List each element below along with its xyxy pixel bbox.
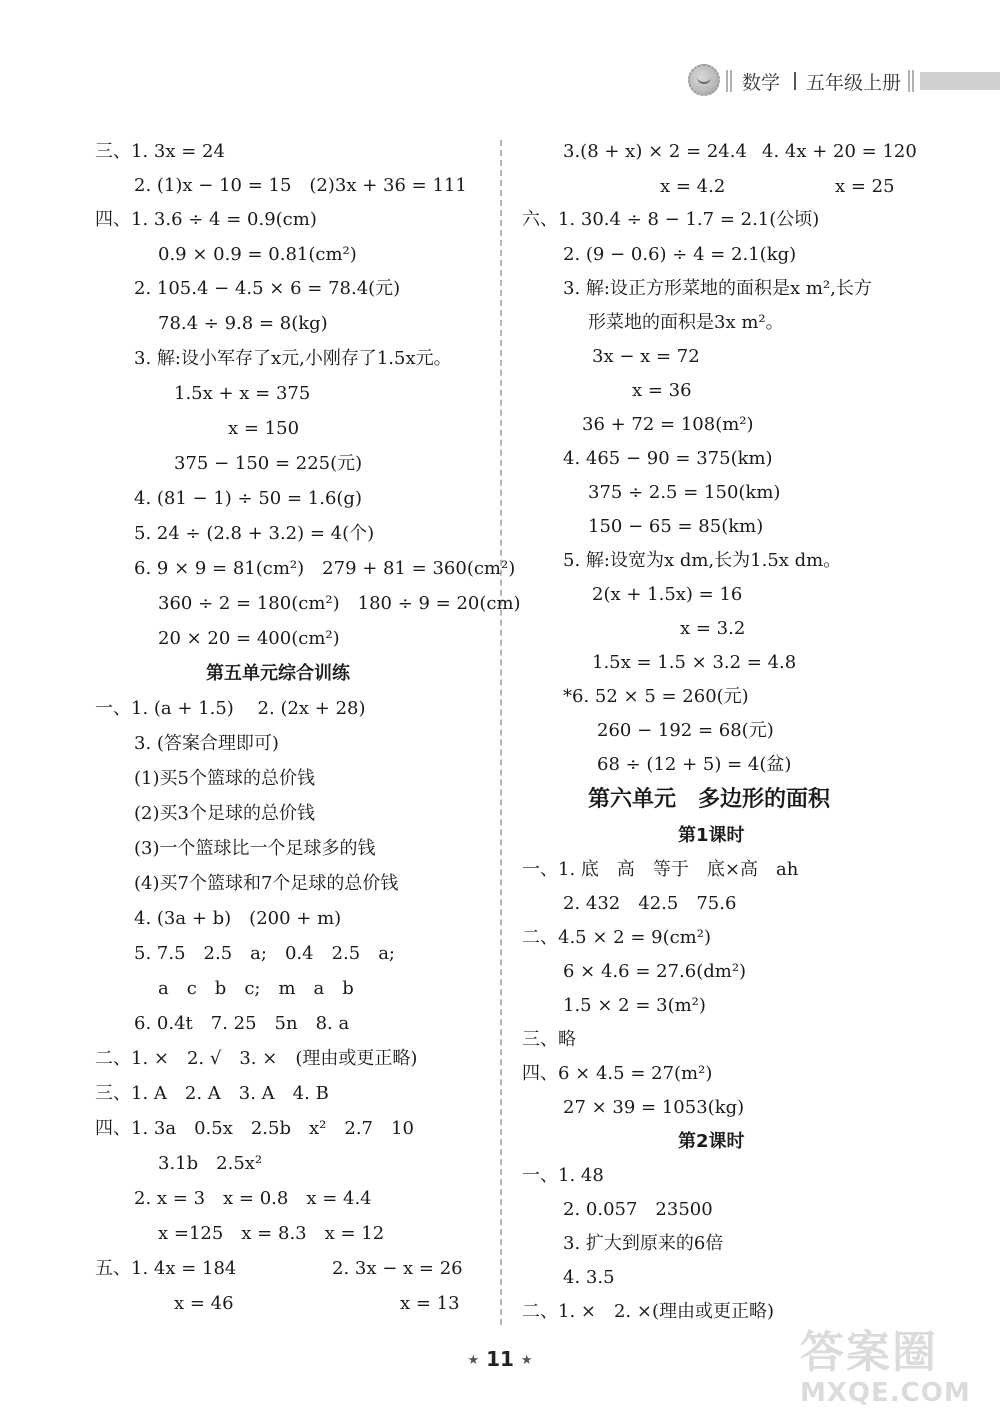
- watermark-top: 答案圈: [800, 1327, 938, 1378]
- answer-line: 形菜地的面积是3x m²。: [588, 312, 784, 333]
- answer-line: 4. 4x + 20 = 120: [762, 141, 917, 162]
- answer-line: 5. 7.5 2.5 a; 0.4 2.5 a;: [134, 943, 395, 964]
- answer-line: 2(x + 1.5x) = 16: [592, 584, 743, 605]
- answer-line: 2. (9 − 0.6) ÷ 4 = 2.1(kg): [563, 244, 797, 265]
- answer-line: 36 + 72 = 108(m²): [582, 414, 754, 435]
- answer-line: 4. 3.5: [563, 1267, 615, 1288]
- answer-line: x = 25: [835, 176, 895, 197]
- answer-line: 3. 解:设小军存了x元,小刚存了1.5x元。: [134, 348, 452, 369]
- answer-line: 二、1. × 2. ×(理由或更正略): [522, 1301, 774, 1322]
- page-header: [680, 62, 1000, 106]
- answer-line: 四、6 × 4.5 = 27(m²): [522, 1063, 713, 1084]
- page-number: [450, 1347, 550, 1371]
- answer-line: 6. 9 × 9 = 81(cm²) 279 + 81 = 360(cm²): [134, 558, 516, 579]
- page-number-text: 11: [486, 1347, 514, 1371]
- answer-line: 3. 扩大到原来的6倍: [563, 1233, 724, 1254]
- answer-line: a c b c; m a b: [158, 978, 354, 999]
- answer-line: 2. 0.057 23500: [563, 1199, 713, 1220]
- answer-line: 3. 解:设正方形菜地的面积是x m²,长方: [563, 278, 872, 299]
- answer-line: 六、1. 30.4 ÷ 8 − 1.7 = 2.1(公顷): [522, 209, 820, 230]
- header-bars-icon: [726, 70, 732, 92]
- answer-line: 一、1. 底 高 等于 底×高 ah: [522, 859, 799, 880]
- answer-line: 2. x = 3 x = 0.8 x = 4.4: [134, 1188, 372, 1209]
- watermark-bottom: MXQE.COM: [800, 1378, 971, 1408]
- answer-line: 四、1. 3a 0.5x 2.5b x² 2.7 10: [95, 1118, 414, 1139]
- answer-line: 1.5x = 1.5 × 3.2 = 4.8: [592, 652, 797, 673]
- answer-line: *6. 52 × 5 = 260(元): [563, 686, 749, 707]
- answer-line: 一、1. (a + 1.5) 2. (2x + 28): [95, 698, 366, 719]
- header-subject: 数学: [742, 72, 781, 94]
- answer-line: 0.9 × 0.9 = 0.81(cm²): [158, 244, 357, 265]
- unit-title: 第六单元 多边形的面积: [588, 787, 831, 812]
- answer-line: 1.5 × 2 = 3(m²): [563, 995, 706, 1016]
- answer-line: 3. (答案合理即可): [134, 733, 279, 754]
- answer-line: 20 × 20 = 400(cm²): [158, 628, 340, 649]
- answer-line: 78.4 ÷ 9.8 = 8(kg): [158, 313, 328, 334]
- star-icon: ★: [520, 1353, 533, 1368]
- answer-line: 27 × 39 = 1053(kg): [563, 1097, 745, 1118]
- answer-line: 1.5x + x = 375: [174, 383, 311, 404]
- answer-line: x = 4.2: [660, 176, 726, 197]
- answer-line: x = 36: [632, 380, 692, 401]
- header-decor-bar: [920, 72, 1000, 90]
- answer-line: x = 46: [174, 1293, 234, 1314]
- answer-line: 4. (81 − 1) ÷ 50 = 1.6(g): [134, 488, 362, 509]
- section-heading: 第五单元综合训练: [206, 663, 350, 684]
- answer-line: 三、1. 3x = 24: [95, 141, 225, 162]
- answer-line: 四、1. 3.6 ÷ 4 = 0.9(cm): [95, 209, 317, 230]
- answer-line: 2. 3x − x = 26: [332, 1258, 463, 1279]
- star-icon: ★: [467, 1353, 480, 1368]
- answer-line: x =125 x = 8.3 x = 12: [158, 1223, 385, 1244]
- answer-line: x = 3.2: [680, 618, 746, 639]
- answer-line: 2. 432 42.5 75.6: [563, 893, 737, 914]
- answer-line: 三、1. A 2. A 3. A 4. B: [95, 1083, 329, 1104]
- answer-line: 360 ÷ 2 = 180(cm²) 180 ÷ 9 = 20(cm): [158, 593, 521, 614]
- answer-line: 5. 解:设宽为x dm,长为1.5x dm。: [563, 550, 842, 571]
- answer-line: 一、1. 48: [522, 1165, 604, 1186]
- header-bars-icon: [908, 70, 914, 92]
- answer-line: 4. (3a + b) (200 + m): [134, 908, 342, 929]
- answer-line: 4. 465 − 90 = 375(km): [563, 448, 773, 469]
- column-divider: [500, 140, 502, 1325]
- answer-line: 260 − 192 = 68(元): [597, 720, 774, 741]
- answer-line: 2. (1)x − 10 = 15 (2)3x + 36 = 111: [134, 175, 467, 196]
- answer-line: x = 150: [228, 418, 300, 439]
- answer-line: 3x − x = 72: [592, 346, 700, 367]
- header-grade: 五年级上册: [806, 72, 902, 94]
- answer-line: 6. 0.4t 7. 25 5n 8. a: [134, 1013, 350, 1034]
- answer-line: 150 − 65 = 85(km): [588, 516, 764, 537]
- lesson-heading: 第2课时: [678, 1131, 745, 1152]
- answer-line: 375 − 150 = 225(元): [174, 453, 363, 474]
- answer-line: 3.1b 2.5x²: [158, 1153, 263, 1174]
- watermark: [800, 1328, 995, 1418]
- answer-line: x = 13: [400, 1293, 460, 1314]
- answer-line: 3.(8 + x) × 2 = 24.4: [563, 141, 747, 162]
- answer-line: (3)一个篮球比一个足球多的钱: [134, 838, 376, 859]
- lesson-heading: 第1课时: [678, 825, 745, 846]
- answer-line: (4)买7个篮球和7个足球的总价钱: [134, 873, 399, 894]
- answer-line: 5. 24 ÷ (2.8 + 3.2) = 4(个): [134, 523, 375, 544]
- answer-line: 三、略: [522, 1029, 576, 1050]
- answer-line: 五、1. 4x = 184: [95, 1258, 237, 1279]
- answer-line: 68 ÷ (12 + 5) = 4(盆): [597, 754, 792, 775]
- answer-line: 2. 105.4 − 4.5 × 6 = 78.4(元): [134, 278, 401, 299]
- answer-line: (1)买5个篮球的总价钱: [134, 768, 315, 789]
- answer-line: 6 × 4.6 = 27.6(dm²): [563, 961, 747, 982]
- answer-line: (2)买3个足球的总价钱: [134, 803, 315, 824]
- header-separator: [794, 72, 796, 90]
- sun-logo-icon: [688, 64, 720, 96]
- answer-line: 375 ÷ 2.5 = 150(km): [588, 482, 781, 503]
- answer-line: 二、4.5 × 2 = 9(cm²): [522, 927, 711, 948]
- answer-line: 二、1. × 2. √ 3. × (理由或更正略): [95, 1048, 418, 1069]
